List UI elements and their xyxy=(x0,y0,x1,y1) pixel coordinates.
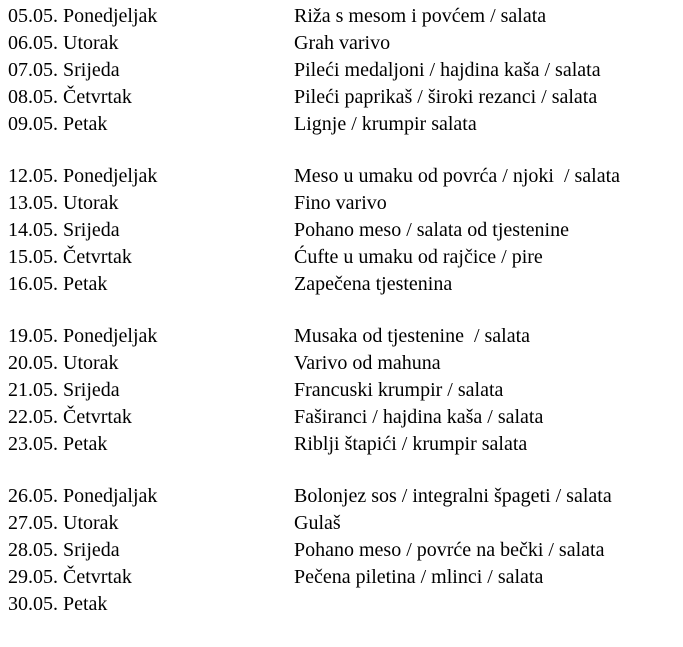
day-label: 20.05. Utorak xyxy=(8,352,119,374)
meal-text: Francuski krumpir / salata xyxy=(294,379,504,401)
menu-row xyxy=(8,484,680,511)
week-3 xyxy=(8,324,680,459)
day-label: 28.05. Srijeda xyxy=(8,539,120,561)
day-label: 29.05. Četvrtak xyxy=(8,566,132,588)
meal-text: Pileći medaljoni / hajdina kaša / salata xyxy=(294,59,601,81)
meal-text: Meso u umaku od povrća / njoki / salata xyxy=(294,165,621,187)
day-label: 15.05. Četvrtak xyxy=(8,246,132,268)
meal-text: Fino varivo xyxy=(294,192,387,214)
meal-text: Lignje / krumpir salata xyxy=(294,113,477,135)
meal-text: Pečena piletina / mlinci / salata xyxy=(294,566,544,588)
menu-row xyxy=(8,565,680,592)
day-label: 07.05. Srijeda xyxy=(8,59,120,81)
menu-row xyxy=(8,511,680,538)
day-label: 19.05. Ponedjeljak xyxy=(8,325,158,347)
menu-list xyxy=(8,4,680,644)
menu-row xyxy=(8,272,680,299)
meal-text: Varivo od mahuna xyxy=(294,352,441,374)
day-label: 08.05. Četvrtak xyxy=(8,86,132,108)
menu-row xyxy=(8,4,680,31)
menu-row xyxy=(8,405,680,432)
menu-row xyxy=(8,592,680,619)
day-label: 13.05. Utorak xyxy=(8,192,119,214)
menu-row xyxy=(8,85,680,112)
day-label: 27.05. Utorak xyxy=(8,512,119,534)
menu-row xyxy=(8,378,680,405)
meal-text: Grah varivo xyxy=(294,32,391,54)
day-label: 16.05. Petak xyxy=(8,273,108,295)
meal-text: Gulaš xyxy=(294,512,341,534)
menu-row xyxy=(8,324,680,351)
meal-text: Bolonjez sos / integralni špageti / salata xyxy=(294,485,612,507)
meal-text: Riža s mesom i povćem / salata xyxy=(294,5,547,27)
meal-text: Faširanci / hajdina kaša / salata xyxy=(294,406,544,428)
meal-text: Ćufte u umaku od rajčice / pire xyxy=(294,246,543,268)
menu-row xyxy=(8,218,680,245)
menu-row xyxy=(8,245,680,272)
day-label: 09.05. Petak xyxy=(8,113,108,135)
meal-text: Musaka od tjestenine / salata xyxy=(294,325,531,347)
menu-row xyxy=(8,351,680,378)
day-label: 26.05. Ponedjaljak xyxy=(8,485,158,507)
menu-row xyxy=(8,164,680,191)
day-label: 05.05. Ponedjeljak xyxy=(8,5,158,27)
day-label: 22.05. Četvrtak xyxy=(8,406,132,428)
meal-text: Pileći paprikaš / široki rezanci / salata xyxy=(294,86,598,108)
menu-row xyxy=(8,191,680,218)
meal-text: Zapečena tjestenina xyxy=(294,273,453,295)
day-label: 23.05. Petak xyxy=(8,433,108,455)
menu-row xyxy=(8,31,680,58)
meal-text: Pohano meso / salata od tjestenine xyxy=(294,219,569,241)
meal-text xyxy=(294,592,680,619)
menu-row xyxy=(8,112,680,139)
day-label: 06.05. Utorak xyxy=(8,32,119,54)
day-label: 30.05. Petak xyxy=(8,593,108,615)
menu-row xyxy=(8,432,680,459)
day-label: 21.05. Srijeda xyxy=(8,379,120,401)
week-4 xyxy=(8,484,680,619)
week-2 xyxy=(8,164,680,299)
menu-row xyxy=(8,58,680,85)
day-label: 14.05. Srijeda xyxy=(8,219,120,241)
day-label: 12.05. Ponedjeljak xyxy=(8,165,158,187)
menu-row xyxy=(8,538,680,565)
meal-text: Pohano meso / povrće na bečki / salata xyxy=(294,539,605,561)
week-1 xyxy=(8,4,680,139)
meal-text: Riblji štapići / krumpir salata xyxy=(294,433,528,455)
